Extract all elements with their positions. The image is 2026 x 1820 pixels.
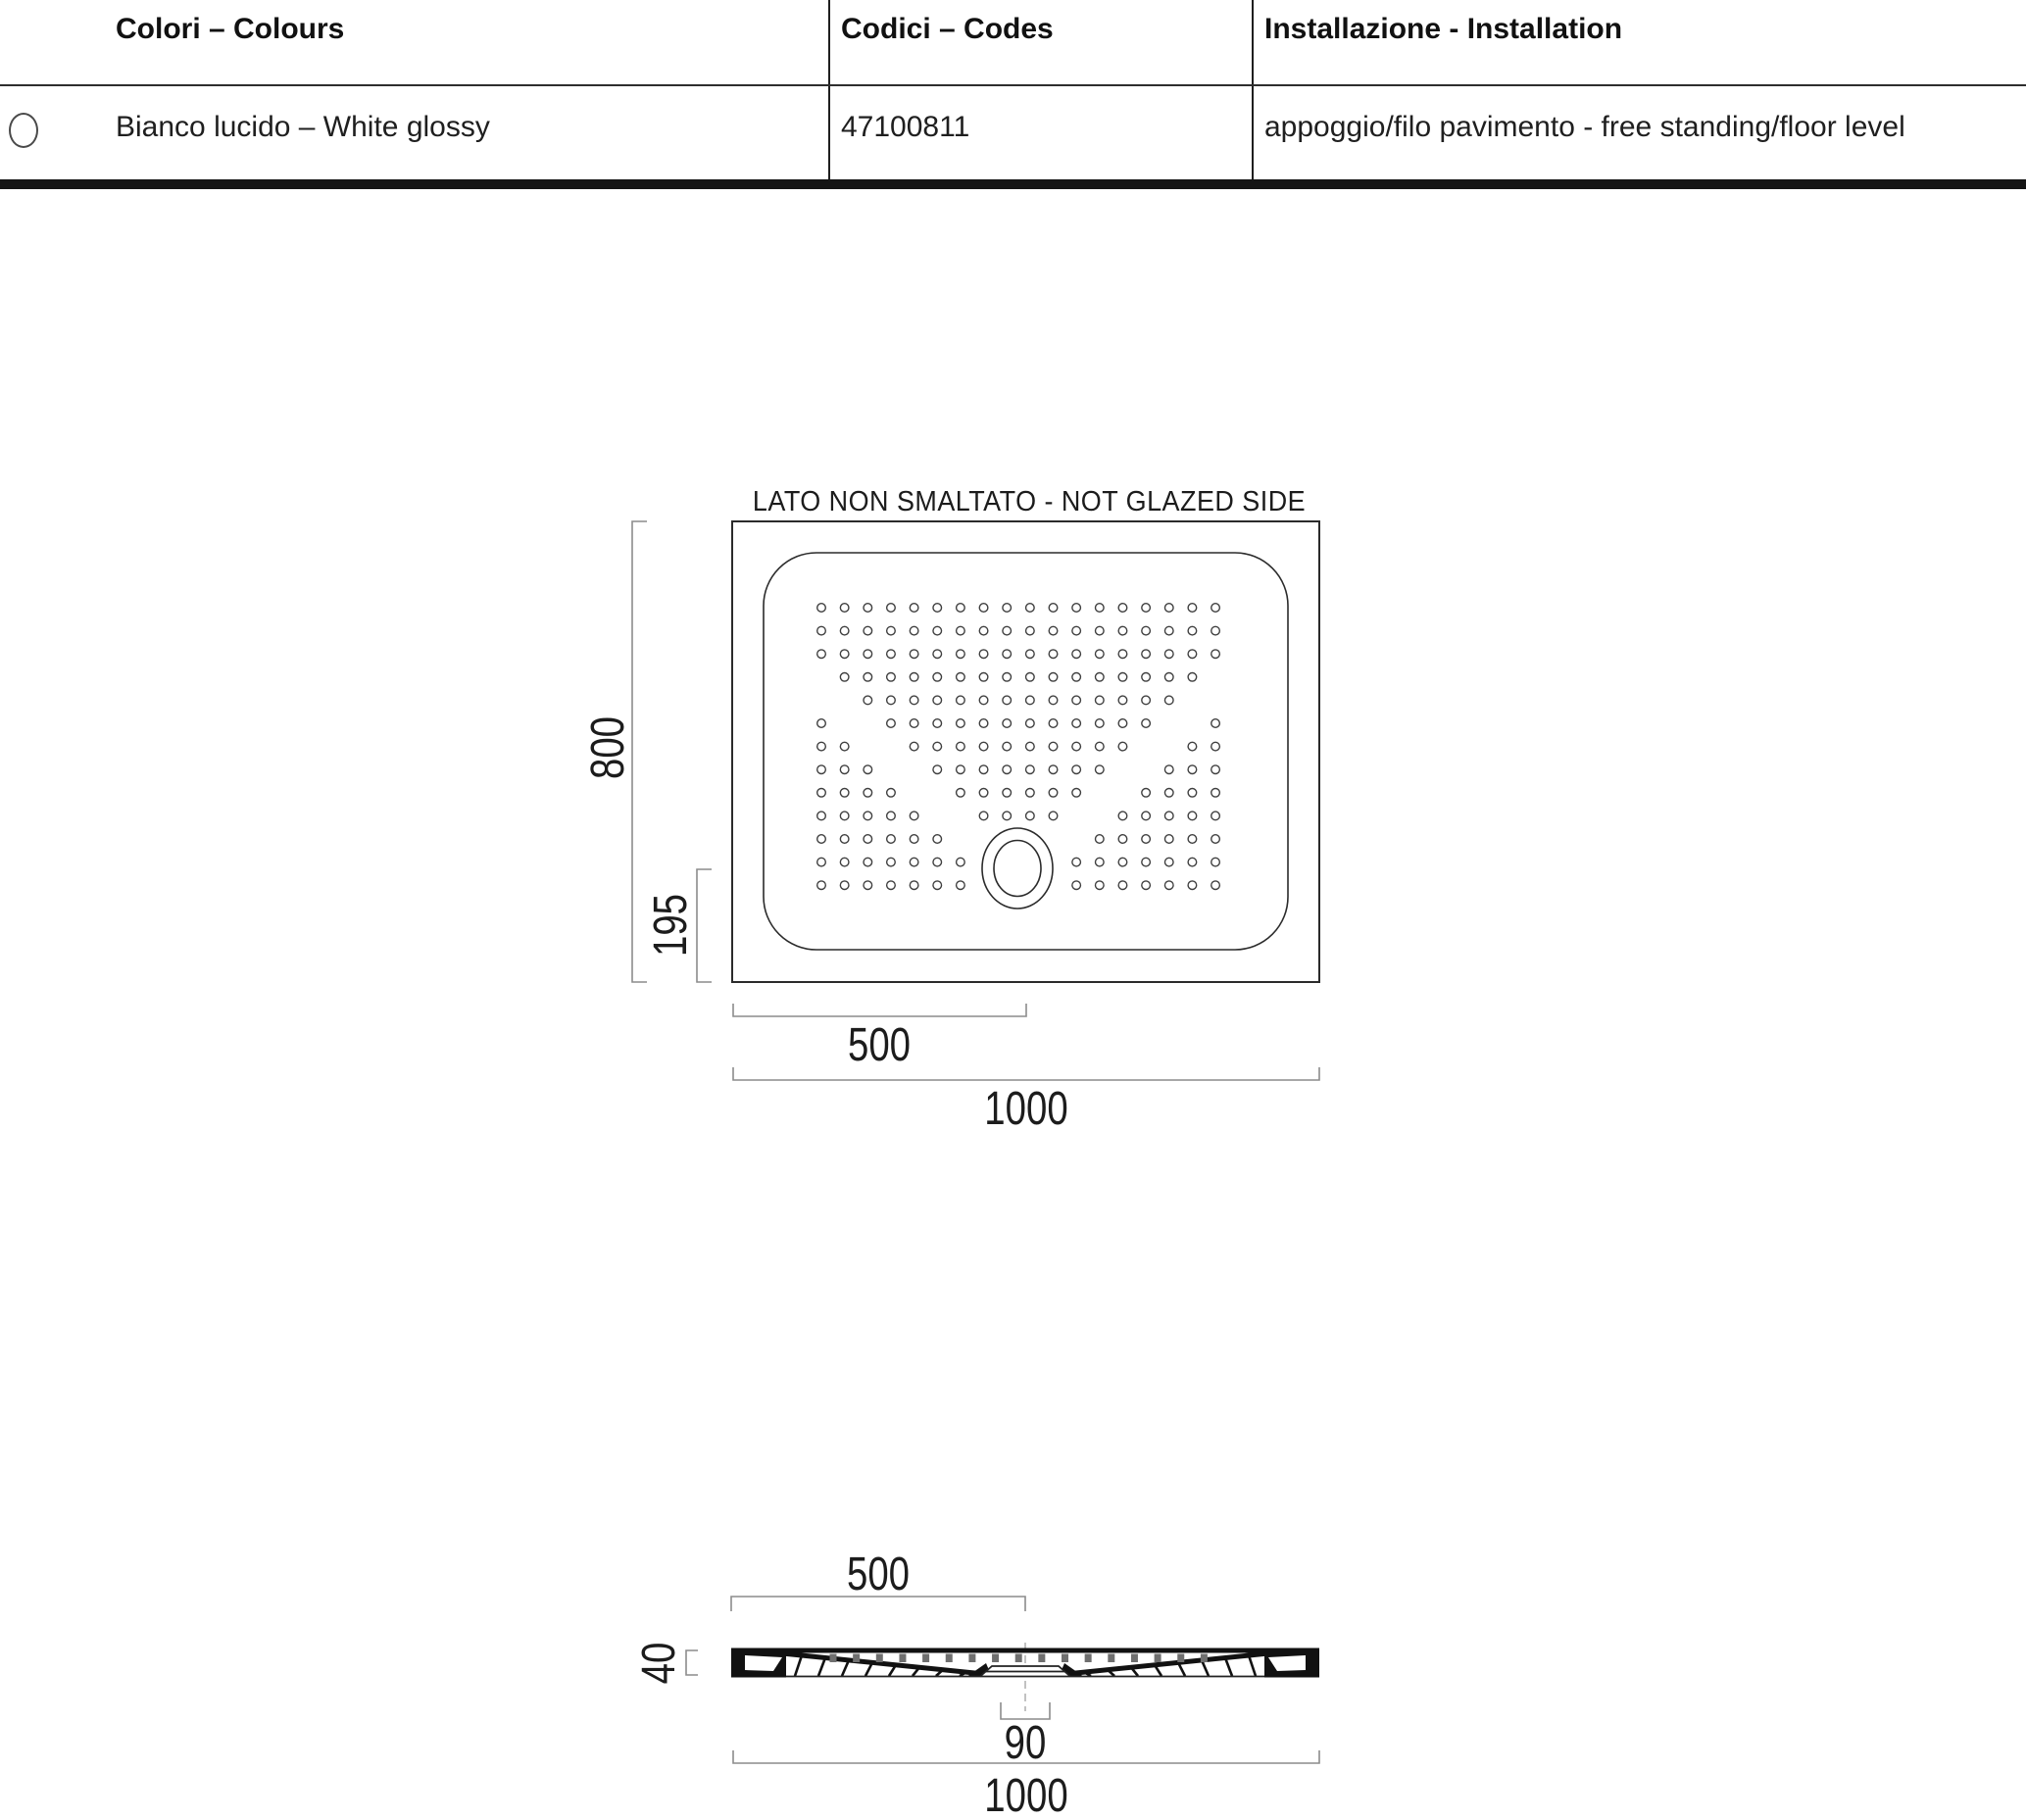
antislip-dot [1118, 858, 1127, 866]
antislip-dot [1072, 604, 1081, 613]
antislip-dot [1142, 789, 1151, 798]
antislip-dot [979, 604, 988, 613]
antislip-dot [840, 881, 849, 890]
antislip-dot [1118, 835, 1127, 844]
antislip-dot [1096, 742, 1105, 751]
antislip-dot [864, 835, 872, 844]
antislip-dot [1072, 881, 1081, 890]
antislip-dot [840, 626, 849, 635]
antislip-dot [887, 789, 896, 798]
antislip-dot [1118, 881, 1127, 890]
antislip-dot [1188, 858, 1197, 866]
antislip-dot [957, 742, 965, 751]
table-header-colours: Colori – Colours [116, 13, 345, 45]
drain-inner-circle [994, 841, 1041, 897]
antislip-dot [1003, 719, 1012, 728]
antislip-dot [910, 742, 918, 751]
antislip-dot [1096, 765, 1105, 774]
dim-label-40: 40 [633, 1642, 686, 1685]
antislip-dot [1164, 835, 1173, 844]
antislip-dot [957, 858, 965, 866]
colour-name-cell: Bianco lucido – White glossy [116, 111, 490, 143]
antislip-dot [979, 765, 988, 774]
dim-line-40 [686, 1650, 698, 1675]
dim-line-1000-top-view [733, 1067, 1319, 1080]
antislip-dot [1072, 742, 1081, 751]
antislip-dot [957, 696, 965, 705]
dim-label-195: 195 [645, 893, 698, 958]
antislip-dot [1142, 881, 1151, 890]
antislip-dot [1026, 812, 1035, 820]
antislip-dot [864, 858, 872, 866]
dim-line-500-top-view [733, 1004, 1026, 1016]
antislip-dot [864, 881, 872, 890]
antislip-dot [1003, 626, 1012, 635]
antislip-dot [1211, 626, 1220, 635]
antislip-dot [817, 765, 826, 774]
antislip-dot [1188, 835, 1197, 844]
antislip-dot [864, 789, 872, 798]
antislip-dot [910, 626, 918, 635]
antislip-dot [1118, 626, 1127, 635]
antislip-dot [1164, 696, 1173, 705]
antislip-dot [1142, 812, 1151, 820]
antislip-dot [1096, 626, 1105, 635]
antislip-dot [1164, 881, 1173, 890]
antislip-dot [1164, 858, 1173, 866]
antislip-dot [1003, 789, 1012, 798]
antislip-dot [1026, 626, 1035, 635]
antislip-dot [1003, 604, 1012, 613]
antislip-dot [1164, 789, 1173, 798]
antislip-dot [1211, 835, 1220, 844]
antislip-dot [957, 881, 965, 890]
antislip-dot [840, 858, 849, 866]
antislip-dot [933, 673, 942, 682]
antislip-dot [910, 604, 918, 613]
antislip-dot [933, 650, 942, 659]
rib-line [818, 1657, 825, 1676]
antislip-dot [1188, 765, 1197, 774]
antislip-dot [1049, 696, 1058, 705]
antislip-dot [1142, 626, 1151, 635]
antislip-dot [1164, 604, 1173, 613]
tray-inner-base [764, 553, 1288, 950]
antislip-dot [933, 742, 942, 751]
antislip-tick [1015, 1654, 1022, 1663]
antislip-dot [840, 835, 849, 844]
antislip-dot [864, 812, 872, 820]
antislip-dot [1096, 881, 1105, 890]
antislip-dot [933, 835, 942, 844]
antislip-dot [1096, 719, 1105, 728]
floor-slope-left [782, 1653, 984, 1674]
antislip-dot [1142, 673, 1151, 682]
antislip-dot [910, 881, 918, 890]
antislip-dot [1164, 650, 1173, 659]
top-view [582, 485, 1319, 1135]
antislip-dot [1188, 604, 1197, 613]
antislip-dot [957, 626, 965, 635]
antislip-tick [830, 1654, 837, 1663]
antislip-dot [1118, 604, 1127, 613]
antislip-dot [817, 719, 826, 728]
antislip-dot [817, 650, 826, 659]
antislip-dot [910, 835, 918, 844]
antislip-dot [910, 812, 918, 820]
antislip-dot [933, 765, 942, 774]
antislip-dot [817, 812, 826, 820]
antislip-dot [1026, 673, 1035, 682]
floor-slope-right [1066, 1653, 1268, 1674]
antislip-dot [817, 626, 826, 635]
antislip-dot [1049, 673, 1058, 682]
antislip-dot [817, 742, 826, 751]
antislip-dot [1211, 881, 1220, 890]
antislip-dot [933, 881, 942, 890]
antislip-dot [817, 835, 826, 844]
antislip-dot [957, 765, 965, 774]
antislip-dot [1049, 789, 1058, 798]
antislip-dot [1118, 650, 1127, 659]
tray-cross-section [731, 1643, 1319, 1711]
antislip-dot [1096, 673, 1105, 682]
antislip-dot [1049, 650, 1058, 659]
rib-line [1202, 1660, 1209, 1676]
antislip-dot [1049, 765, 1058, 774]
installation-cell: appoggio/filo pavimento - free standing/floor level [1264, 111, 1905, 143]
antislip-dot [887, 673, 896, 682]
antislip-dot [1026, 650, 1035, 659]
antislip-dot [1049, 812, 1058, 820]
antislip-dot [864, 650, 872, 659]
antislip-dot [1142, 719, 1151, 728]
antislip-dot [1164, 765, 1173, 774]
antislip-dot [957, 719, 965, 728]
antislip-dot [864, 604, 872, 613]
antislip-dot [1188, 812, 1197, 820]
antislip-dot [840, 812, 849, 820]
antislip-dot [1072, 650, 1081, 659]
antislip-dot [957, 650, 965, 659]
antislip-tick [946, 1654, 953, 1663]
antislip-dot [1026, 719, 1035, 728]
antislip-dot [887, 812, 896, 820]
antislip-dot [957, 789, 965, 798]
antislip-tick [899, 1654, 906, 1663]
antislip-dot [1211, 789, 1220, 798]
antislip-tick [1201, 1654, 1208, 1663]
antislip-dot [1188, 650, 1197, 659]
antislip-dot-grid [817, 604, 1220, 890]
dim-label-1000-side-view: 1000 [984, 1770, 1068, 1820]
antislip-dot [1188, 881, 1197, 890]
dim-line-195 [697, 869, 712, 982]
antislip-dot [1142, 604, 1151, 613]
antislip-dot [817, 881, 826, 890]
antislip-dot [887, 858, 896, 866]
antislip-dot [840, 650, 849, 659]
antislip-dot [1142, 650, 1151, 659]
antislip-dot [910, 673, 918, 682]
dim-label-500-top-view: 500 [847, 1019, 912, 1072]
antislip-dot [979, 789, 988, 798]
antislip-dot [864, 696, 872, 705]
antislip-dot [1211, 719, 1220, 728]
product-code-cell: 47100811 [841, 111, 970, 143]
antislip-dot [1049, 719, 1058, 728]
antislip-dot [1072, 719, 1081, 728]
antislip-dot [1026, 765, 1035, 774]
antislip-dot [1072, 789, 1081, 798]
antislip-dot [840, 765, 849, 774]
antislip-dot [1072, 858, 1081, 866]
antislip-dot [1188, 742, 1197, 751]
antislip-dot [1003, 650, 1012, 659]
antislip-tick [853, 1654, 860, 1663]
antislip-dot [1118, 719, 1127, 728]
table-header-codes: Codici – Codes [841, 13, 1054, 45]
antislip-dot [1211, 742, 1220, 751]
rib-line [795, 1655, 802, 1676]
antislip-dot [887, 650, 896, 659]
antislip-dot [1164, 626, 1173, 635]
antislip-tick [1038, 1654, 1045, 1663]
antislip-dot [1188, 673, 1197, 682]
rib-line [842, 1660, 849, 1676]
antislip-tick [1131, 1654, 1138, 1663]
antislip-dot [1142, 835, 1151, 844]
antislip-tick [922, 1654, 929, 1663]
antislip-dot [887, 604, 896, 613]
tray-outer-edge [732, 521, 1319, 982]
antislip-dot [1188, 789, 1197, 798]
antislip-dot [887, 881, 896, 890]
drawing-title: LATO NON SMALTATO - NOT GLAZED SIDE [752, 485, 1307, 517]
antislip-dot [817, 858, 826, 866]
antislip-dot [979, 650, 988, 659]
antislip-dot [840, 673, 849, 682]
antislip-dot [1072, 765, 1081, 774]
antislip-dot [933, 696, 942, 705]
table-header-installation: Installazione - Installation [1264, 13, 1623, 45]
antislip-dot [1096, 696, 1105, 705]
dim-label-1000-top-view: 1000 [984, 1083, 1068, 1136]
rib-line [1249, 1655, 1256, 1676]
antislip-dot [817, 789, 826, 798]
antislip-dot [1211, 858, 1220, 866]
antislip-dot [1026, 604, 1035, 613]
antislip-dot [979, 673, 988, 682]
antislip-tick [1085, 1654, 1092, 1663]
antislip-tick [968, 1654, 975, 1663]
antislip-dot [887, 835, 896, 844]
antislip-dot [1003, 812, 1012, 820]
antislip-dot [1142, 696, 1151, 705]
antislip-dot [840, 742, 849, 751]
antislip-dot [1164, 673, 1173, 682]
antislip-dot [1164, 812, 1173, 820]
antislip-dot [979, 719, 988, 728]
antislip-dot [933, 626, 942, 635]
antislip-dot [957, 673, 965, 682]
antislip-dot [1003, 765, 1012, 774]
antislip-tick [1177, 1654, 1184, 1663]
antislip-dot [864, 673, 872, 682]
antislip-ticks-edge-view [830, 1654, 1208, 1663]
antislip-dot [910, 719, 918, 728]
antislip-dot [1003, 673, 1012, 682]
antislip-dot [1096, 650, 1105, 659]
antislip-dot [887, 626, 896, 635]
antislip-dot [1096, 858, 1105, 866]
antislip-dot [1118, 812, 1127, 820]
antislip-dot [979, 812, 988, 820]
dim-label-500-side-view: 500 [846, 1549, 911, 1601]
antislip-dot [1211, 650, 1220, 659]
antislip-dot [887, 719, 896, 728]
antislip-dot [933, 604, 942, 613]
antislip-dot [1096, 604, 1105, 613]
antislip-dot [1026, 696, 1035, 705]
antislip-dot [1072, 673, 1081, 682]
antislip-dot [1003, 696, 1012, 705]
antislip-tick [876, 1654, 883, 1663]
antislip-dot [1049, 604, 1058, 613]
antislip-dot [933, 858, 942, 866]
antislip-tick [1062, 1654, 1068, 1663]
antislip-dot [1118, 742, 1127, 751]
antislip-dot [979, 696, 988, 705]
antislip-dot [1211, 604, 1220, 613]
antislip-dot [840, 604, 849, 613]
antislip-dot [1188, 626, 1197, 635]
antislip-dot [1026, 789, 1035, 798]
antislip-dot [1049, 742, 1058, 751]
antislip-dot [910, 650, 918, 659]
antislip-tick [1155, 1654, 1161, 1663]
antislip-dot [979, 626, 988, 635]
antislip-dot [1072, 696, 1081, 705]
antislip-dot [840, 789, 849, 798]
antislip-dot [979, 742, 988, 751]
antislip-tick [992, 1654, 999, 1663]
antislip-dot [1142, 858, 1151, 866]
antislip-dot [1211, 812, 1220, 820]
antislip-dot [910, 696, 918, 705]
dim-label-800: 800 [582, 715, 635, 780]
rib-line [1225, 1657, 1232, 1676]
antislip-dot [1118, 673, 1127, 682]
antislip-dot [1003, 742, 1012, 751]
antislip-dot [817, 604, 826, 613]
antislip-dot [910, 858, 918, 866]
antislip-dot [1049, 626, 1058, 635]
dim-label-90: 90 [1004, 1717, 1047, 1770]
antislip-dot [864, 626, 872, 635]
antislip-dot [887, 696, 896, 705]
antislip-dot [1072, 626, 1081, 635]
antislip-dot [1211, 765, 1220, 774]
side-view [633, 1549, 1319, 1820]
antislip-dot [864, 765, 872, 774]
antislip-dot [933, 719, 942, 728]
antislip-dot [1096, 835, 1105, 844]
antislip-dot [1026, 742, 1035, 751]
antislip-dot [957, 604, 965, 613]
antislip-tick [1108, 1654, 1114, 1663]
antislip-dot [1118, 696, 1127, 705]
